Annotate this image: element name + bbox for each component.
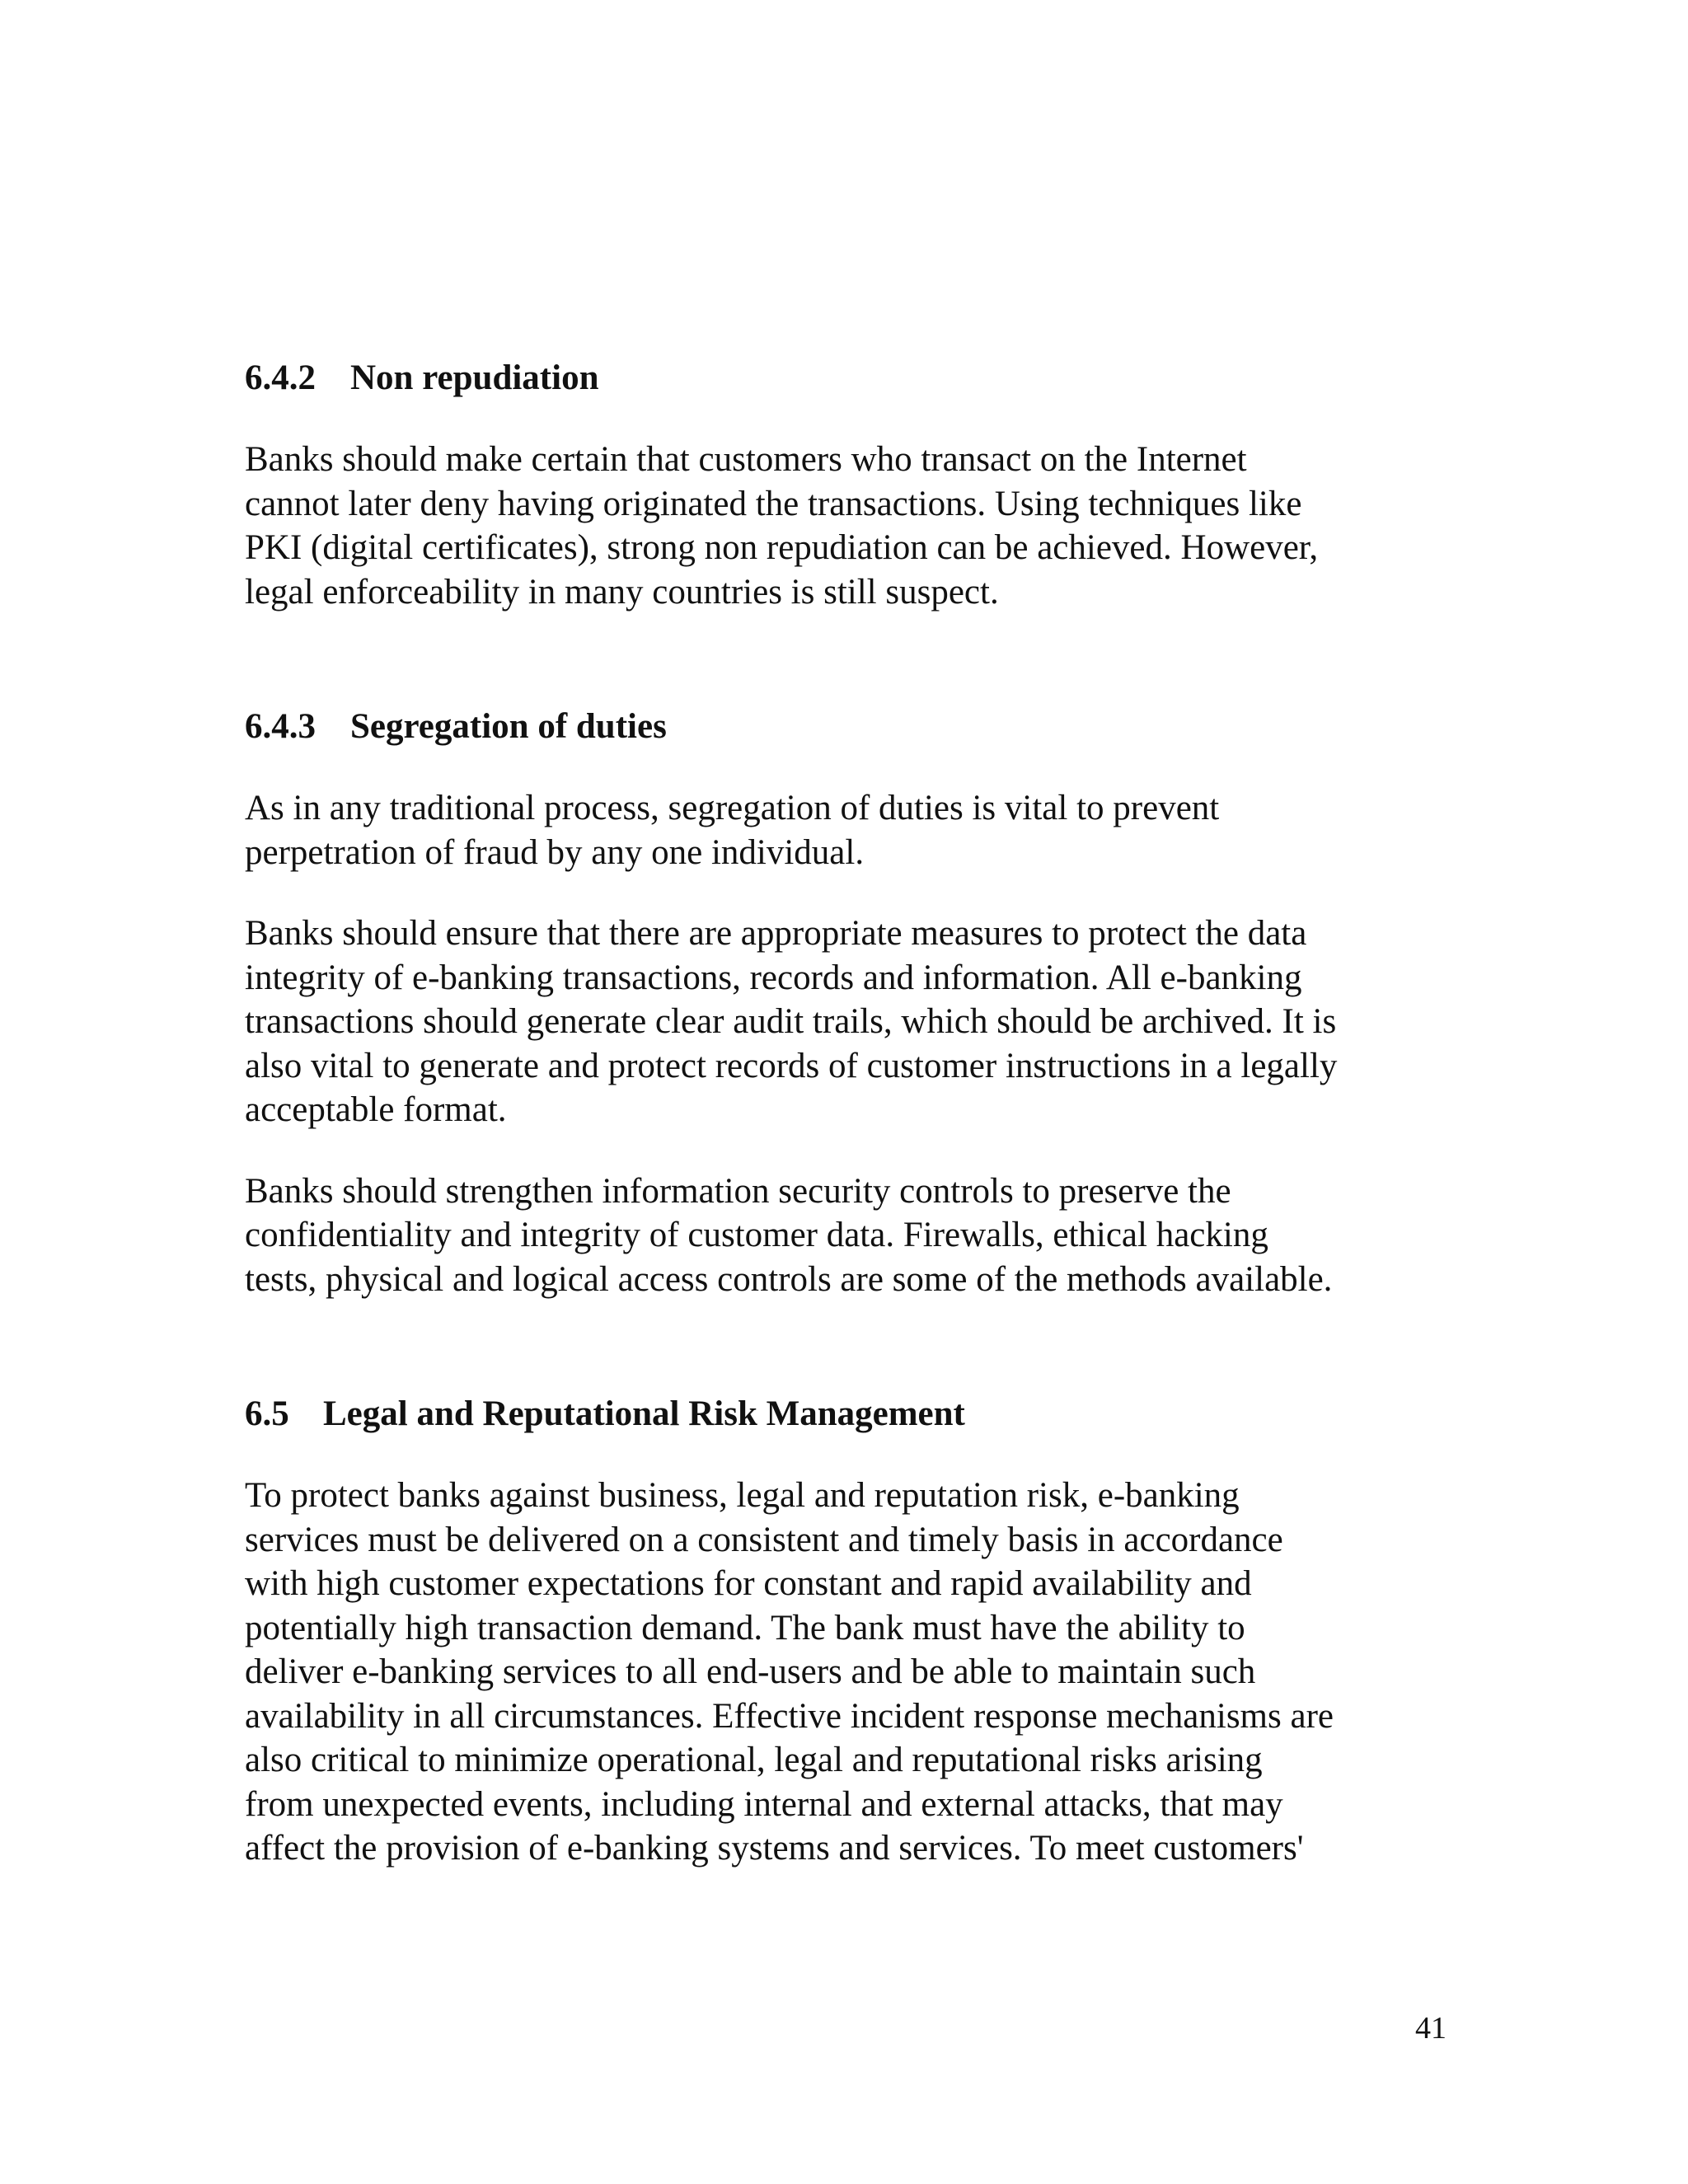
page-number: 41 xyxy=(1415,2011,1447,2046)
text-line: acceptable format. xyxy=(245,1090,507,1129)
text-line: from unexpected events, including internal and external attacks, that may xyxy=(245,1784,1283,1824)
text-line: perpetration of fraud by any one individual. xyxy=(245,832,865,872)
text-line: confidentiality and integrity of customer data. Firewalls, ethical hacking xyxy=(245,1216,1268,1254)
section-number: 6.5 xyxy=(245,1394,289,1433)
text-line: also vital to generate and protect records of customer instructions in a legally xyxy=(245,1046,1338,1085)
text-line: cannot later deny having originated the transactions. Using techniques like xyxy=(245,484,1302,523)
text-line: transactions should generate clear audit trails, which should be archived. It is xyxy=(245,1002,1337,1041)
text-line: Banks should make certain that customers who transact on the Internet xyxy=(245,440,1247,479)
text-line: integrity of e-banking transactions, records and information. All e-banking xyxy=(245,958,1302,997)
text-line: potentially high transaction demand. The bank must have the ability to xyxy=(245,1608,1245,1647)
text-line: Banks should strengthen information security controls to preserve the xyxy=(245,1171,1231,1211)
section-heading-non-repudiation xyxy=(245,356,1448,401)
text-line: PKI (digital certificates), strong non repudiation can be achieved. However, xyxy=(245,528,1319,567)
section-title: Non repudiation xyxy=(350,359,599,397)
section-title: Legal and Reputational Risk Management xyxy=(323,1394,965,1433)
paragraph xyxy=(245,1474,1448,1871)
text-line: availability in all circumstances. Effective incident response mechanisms are xyxy=(245,1696,1334,1736)
section-number: 6.4.3 xyxy=(245,707,316,746)
text-line: with high customer expectations for constant and rapid availability and xyxy=(245,1564,1252,1603)
text-line: deliver e-banking services to all end-users and be able to maintain such xyxy=(245,1652,1256,1691)
section-title: Segregation of duties xyxy=(350,707,667,746)
text-line: also critical to minimize operational, legal and reputational risks arising xyxy=(245,1741,1263,1779)
text-line: legal enforceability in many countries is still suspect. xyxy=(245,572,999,612)
section-number: 6.4.2 xyxy=(245,359,316,397)
text-line: tests, physical and logical access controls are some of the methods available. xyxy=(245,1259,1333,1299)
section-heading-legal-and-reputational-risk xyxy=(245,1392,1448,1436)
paragraph xyxy=(245,438,1448,614)
text-line: affect the provision of e-banking systems and services. To meet customers' xyxy=(245,1829,1304,1868)
text-line: To protect banks against business, legal and reputation risk, e-banking xyxy=(245,1476,1240,1515)
section-heading-segregation-of-duties xyxy=(245,705,1448,749)
page-content xyxy=(245,356,1448,1871)
text-line: Banks should ensure that there are appropriate measures to protect the data xyxy=(245,914,1307,953)
paragraph xyxy=(245,1169,1448,1302)
paragraph xyxy=(245,912,1448,1132)
paragraph xyxy=(245,786,1448,874)
text-line: services must be delivered on a consistent and timely basis in accordance xyxy=(245,1520,1283,1559)
text-line: As in any traditional process, segregation of duties is vital to prevent xyxy=(245,789,1220,827)
